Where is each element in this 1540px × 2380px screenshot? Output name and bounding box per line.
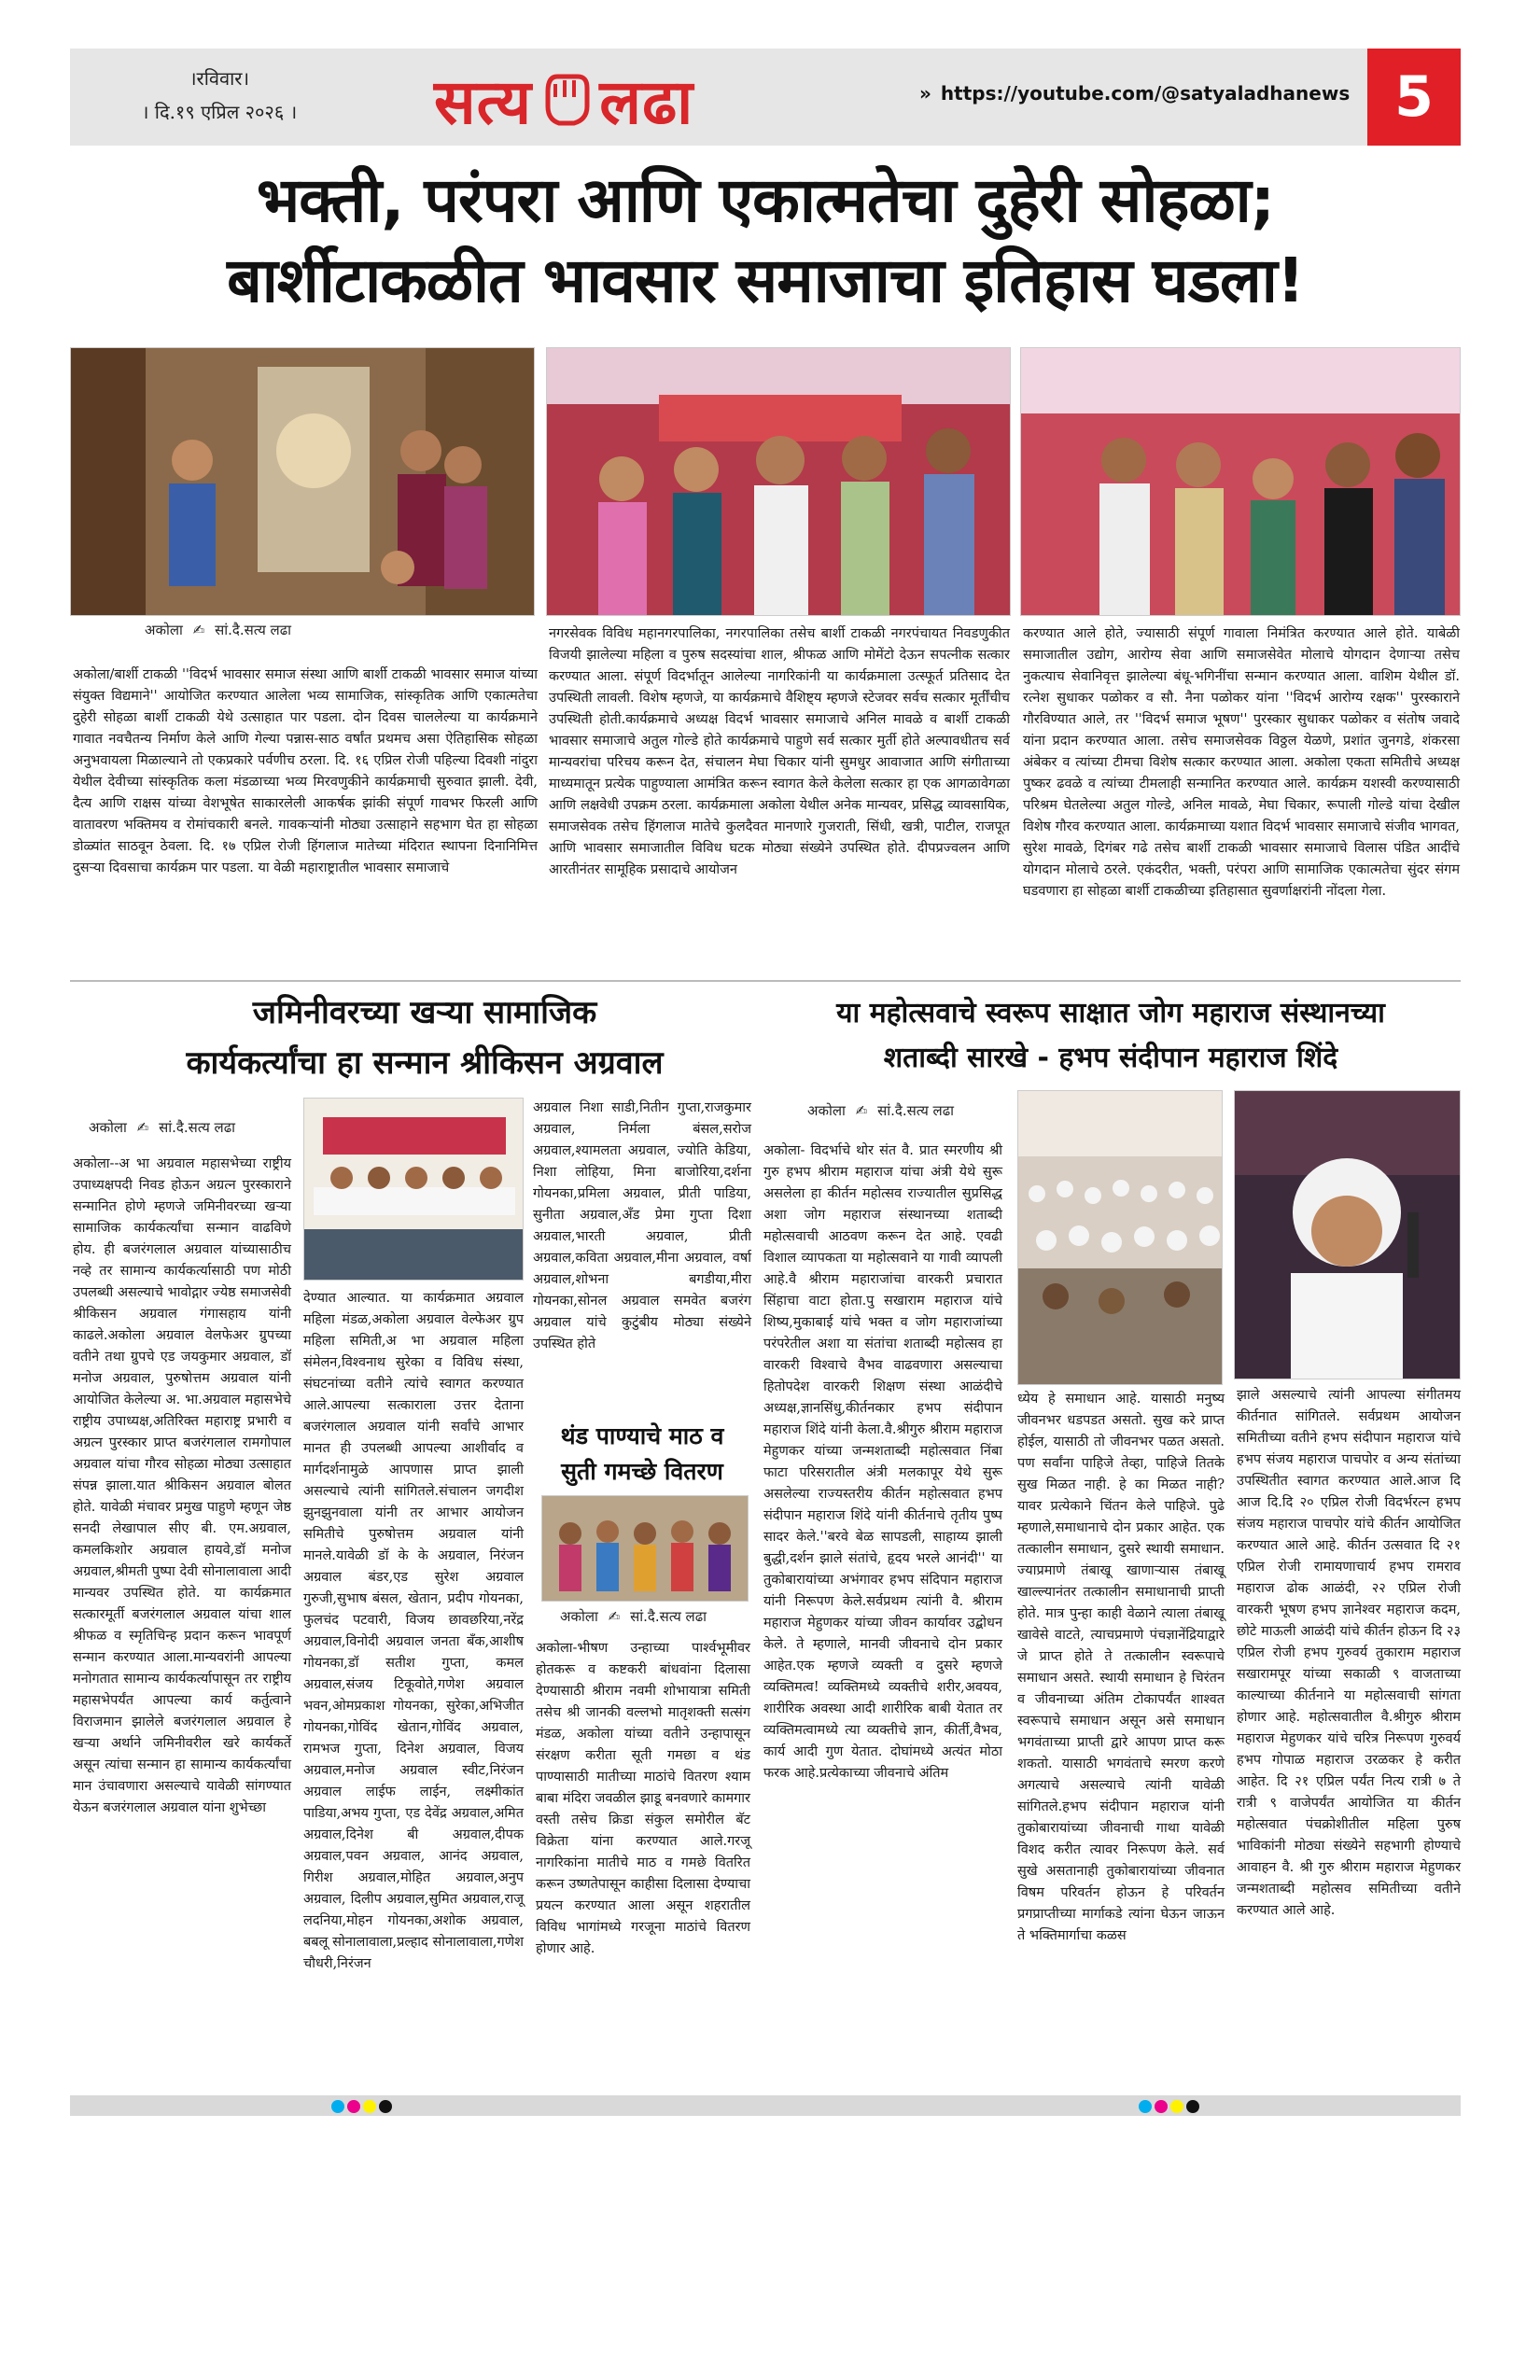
story3-byline — [560, 1607, 707, 1626]
photo-felicitation-stage-2 — [1020, 347, 1461, 616]
newspaper-logo — [434, 58, 770, 136]
photo-felicitation-stage-1 — [546, 347, 1011, 616]
photo-temple-women-image — [71, 348, 535, 616]
story3-body: अकोला-भीषण उन्हाच्या पार्श्वभूमीवर होतकरू व कष्टकरी बांधवांना दिलासा देण्यासाठी श्रीराम नवमी शोभायात्रा समिती तसेच श्री जानकी वल्लभो मातृशक्ती सत्संग मंडळ, अकोला यांच्या वतीने उन्हापासून संरक्षण करीता सूती गमछा व थंड पाण्यासाठी मातीच्या माठांचे वितरण श्याम बाबा मंदिरा जवळील झाडू बनवणारे कामगार वस्ती तसेच क्रिडा संकुल समोरील बॅट विक्रेता यांना करण्यात आले.गरजू नागरिकांना मातीचे माठ व गमछे वितरित करून उष्णतेपासून काहीसा दिलासा देण्याचा प्रयत्न करण्यात आला असून शहरातील विविध भागांमध्ये गरजूना माठांचे वितरण होणार आहे. — [536, 1641, 750, 1956]
story2-headline-line-1: जमिनीवरच्या खऱ्या सामाजिक — [252, 994, 597, 1031]
story2-column-2: देण्यात आल्यात. या कार्यक्रमात अग्रवाल महिला मंडळ,अकोला अग्रवाल वेल्फेअर ग्रुप महिला समिती,अ भा अग्रवाल महिला संमेलन,विश्वनाथ सुरेका व विविध संस्था, संघटनांच्या वतीने त्यांचे स्वागत करण्यात आले.आपल्या सत्काराला उत्तर देताना बजरंगलाल अग्रवाल यांनी सर्वांचे आभार मानत ही उपलब्धी आपल्या आशीर्वाद व मार्गदर्शनामुळे आपणास प्राप्त झाली असल्याचे त्यांनी सांगितले.संचालन जगदीश झुनझुनवाला यांनी तर आभार आयोजन समितीचे पुरुषोत्तम अग्रवाल यांनी मानले.यावेळी डॉ के के अग्रवाल, निरंजन अग्रवाल बंडर,एड सुरेश अग्रवाल गुरुजी,सुभाष बंसल, खेतान, प्रदीप गोयनका, फुलचंद पटवारी, विजय छावछरिया,नरेंद्र अग्रवाल,विनोदी अग्रवाल जनता बँक,आशीष गोयनका,डॉ सतीश गुप्ता, कमल अग्रवाल,संजय टिकूवोते,गणेश अग्रवाल भवन,ओमप्रकाश गोयनका, सुरेका,अभिजीत गोयनका,गोविंद खेतान,गोविंद अग्रवाल, रामभज गुप्ता, दिनेश अग्रवाल, विजय अग्रवाल,मनोज अग्रवाल स्वीट,निरंजन अग्रवाल लाईफ लाईन, लक्ष्मीकांत पाडिया,अभय गुप्ता, एड देवेंद्र अग्रवाल,अमित अग्रवाल,दिनेश बी अग्रवाल,दीपक अग्रवाल,पवन अग्रवाल, आनंद अग्रवाल, गिरीश अग्रवाल,मोहित अग्रवाल,अनुप अग्रवाल, दिलीप अग्रवाल,सुमित अग्रवाल,राजू लदनिया,मोहन गोयनका,अशोक अग्रवाल, बबलू सोनालावाला,प्रल्हाद सोनालावाला,गणेश चौधरी,निरंजन — [303, 1291, 524, 1971]
pen-icon: ✍ — [192, 622, 205, 638]
masthead-day: ।रविवार। — [189, 67, 250, 90]
logo-word-left: सत्य — [434, 65, 533, 138]
double-chevron-icon: » — [919, 82, 931, 105]
story1-byline — [145, 621, 291, 639]
footer-bar — [70, 2095, 1461, 2116]
story1-column-3: करण्यात आले होते, ज्यासाठी संपूर्ण गावाला निमंत्रित करण्यात आले होते. याबेळी समाजातील उद्योग, आरोग्य सेवा आणि समाजसेवेत मोलाचे योगदान देणाऱ्या तसेच नुकत्याच सेवानिवृत्त झालेल्या बंधू-भगिनींचा सन्मान करण्यात आला. वाशिम येथील डॉ. रत्नेश सुधाकर पळोकर व सौ. नैना पळोकर यांना ''विदर्भ आरोग्य रक्षक'' पुरस्काराने गौरविण्यात आले, तर ''विदर्भ समाज भूषण'' पुरस्कार सुधाकर पळोकर व संतोष जवादे यांना प्रदान करण्यात आला. तसेच समाजसेवक विठ्ठल येळणे, प्रशांत जुनगडे, शंकरसा अंबेकर व त्यांच्या टीमचा विशेष सत्कार करण्यात आला. अकोला एकता समितीचे अध्यक्ष पुष्कर ढवळे व त्यांच्या टीमलाही सन्मानित करण्यात आले. कार्यक्रम यशस्वी करण्यासाठी परिश्रम घेतलेल्या अतुल गोल्डे, अनिल मावळे, मेघा चिकार, रूपाली गोल्डे यांचा देखील विशेष गौरव करण्यात आला. कार्यक्रमाच्या यशात विदर्भ भावसार समाजाचे संजीव भागवत, सुरेश मावळे, दिगंबर गढे तसेच बार्शी टाकळी भावसार समाजाचे विलास पंडित आदींचे योगदान मोलाचे ठरले. एकंदरीत, भक्ती, परंपरा आणि सामाजिक एकात्मतेचा सुंदर संगम घडवणारा हा सोहळा बार्शी टाकळीच्या इतिहासात सुवर्णाक्षरांनी नोंदला गेला. — [1023, 626, 1460, 899]
story1-byline-source: सां.दै.सत्य लढा — [215, 622, 292, 638]
story2-column-3: अग्रवाल निशा साडी,नितीन गुप्ता,राजकुमार अग्रवाल, निर्मला बंसल,सरोज अग्रवाल,श्यामलता अग्रवाल, ज्योति केडिया, निशा लोहिया, मिना बाजोरिया,दर्शना गोयनका,प्रमिला अग्रवाल, प्रीती पाडिया, सुनीता अग्रवाल,अँड प्रेमा गुप्ता दिशा अग्रवाल,भारती अग्रवाल, प्रीती अग्रवाल,कविता अग्रवाल,मीना अग्रवाल, वर्षा अग्रवाल,शोभना बगडीया,मीरा गोयनका,सोनल अग्रवाल समवेत बजरंग अग्रवाल यांचे कुटुंबीय मोठ्या संख्येने उपस्थित होते — [533, 1100, 751, 1351]
story1-column-2: नगरसेवक विविध महानगरपालिका, नगरपालिका तसेच बार्शी टाकळी नगरपंचायत निवडणुकीत विजयी झालेल्या महिला व पुरुष सदस्यांचा शाल, श्रीफळ आणि मोमेंटो देऊन सपत्नीक सत्कार करण्यात आला. संपूर्ण विदर्भातून आलेल्या नागरिकांनी या कार्यक्रमाला उत्स्फूर्त प्रतिसाद देत उपस्थिती लावली. विशेष म्हणजे, या कार्यक्रमाचे वैशिष्ट्य म्हणजे स्टेजवर सर्वच सत्कार मूर्तींचीच उपस्थिती होती.कार्यक्रमाचे अध्यक्ष विदर्भ भावसार समाजाचे अनिल मावळे व बार्शी टाकळी भावसार समाजाचे अतुल गोल्डे होते कार्यक्रमाचे पाहुणे सर्व सत्कार मुर्ती होते अल्पावधीतच सर्व मान्यवरांचा परिचय करून देत, संचालन मेघा चिकार यांनी सुमधुर आवाजात आणि संगीताच्या माध्यमातून प्रत्येक पाहुण्याला आमंत्रित करून स्वागत केले केलेला सत्कार हा एक आगळावेगळा आणि लक्षवेधी उपक्रम ठरला. कार्यक्रमाला अकोला येथील अनेक मान्यवर, प्रसिद्ध व्यावसायिक, समाजसेवक तसेच हिंगलाज मातेचे कुलदैवत मानणारे गुजराती, सिंधी, खत्री, पाटील, राजपूत आणि भावसार समाजातील विविध घटक मोठ्या संख्येने उपस्थित होते. दीपप्रज्वलन आणि आरतीनंतर सामूहिक प्रसादाचे आयोजन — [549, 626, 1010, 877]
story4-byline — [807, 1101, 954, 1120]
story1-byline-place: अकोला — [145, 622, 183, 638]
photo-matka-distribution-image — [542, 1496, 749, 1602]
cyan-dot-icon — [331, 2100, 344, 2113]
story3-headline-line-1: थंड पाण्याचे माठ व — [560, 1422, 724, 1449]
photo-kirtan-crowd-image — [1018, 1091, 1223, 1385]
story2-byline — [89, 1118, 235, 1137]
photo-felicitation-stage-2-image — [1021, 348, 1461, 616]
story4-column-1: अकोला- विदर्भाचे थोर संत वै. प्रात स्मरणीय श्री गुरु हभप श्रीराम महाराज यांचा अंत्री येथे सुरू असलेला हा कीर्तन महोत्सव राज्यातील सुप्रसिद्ध अशा जोग महाराज संस्थानच्या शताब्दी महोत्सवाची आठवण करून देत आहे. एवढी विशाल व्यापकता या महोत्सवाने या गावी व्यापली आहे.वै श्रीराम महाराजांचा वारकरी प्रचारात सिंहाचा वाटा होता.पु सखाराम महाराज यांचे शिष्य,मुकाबाई यांचे भक्त व जोग महाराजांच्या परंपरेतील अशा या संतांचा शताब्दी महोत्सव हा वारकरी विश्वाचे वैभव वाढवणारा असल्याचा हितोपदेश वारकरी शिक्षण संस्था आळंदीचे अध्यक्ष,ज्ञानसिंधु,कीर्तनकार हभप संदीपान महाराज शिंदे यांनी केला.वै.श्रीगुरु श्रीराम महाराज मेहुणकर यांच्या जन्मशताब्दी महोत्सवात निंबा फाटा परिसरातील अंत्री मलकापूर येथे सुरू असलेल्या राज्यस्तरीय कीर्तन महोत्सवात हभप संदीपान महाराज शिंदे यांनी कीर्तनाचे तृतीय पुष्प सादर केले.''बरवे बेळ सापडली, साहाय्य झाली बुद्धी,दर्शन झाले संतांचे, हृदय भरले आनंदी'' या तुकोबारायांच्या अभंगावर हभप संदिपान महाराज यांनी निरूपण केले.सर्वप्रथम त्यांनी वै. श्रीराम महाराज मेहुणकर यांच्या जीवन कार्यावर उद्बोधन केले. ते म्हणाले, मानवी जीवनाचे दोन प्रकार आहेत.एक म्हणजे व्यक्ती व दुसरे म्हणजे व्यक्तिमत्व! व्यक्तिमध्ये व्यक्तीचे शरीर,अवयव, शारीरिक अवस्था आदी शारीरिक बाबी येतात तर व्यक्तिमत्वामध्ये त्या व्यक्तीचे ज्ञान, कीर्ती,वैभव, कार्य आदी गुण येतात. दोघांमध्ये अत्यंत मोठा फरक आहे.प्रत्येकाच्या जीवनाचे अंतिम — [763, 1143, 1002, 1781]
photo-sandipan-maharaj-image — [1235, 1091, 1461, 1379]
photo-agrawal-stage-image — [304, 1099, 524, 1281]
black-dot-icon — [1186, 2100, 1199, 2113]
story3-byline-source: सां.दै.सत्य लढा — [630, 1608, 707, 1625]
youtube-link[interactable] — [919, 82, 1350, 105]
masthead-date: । दि.१९ एप्रिल २०२६ । — [141, 101, 298, 123]
photo-sandipan-maharaj — [1234, 1090, 1461, 1379]
main-headline — [70, 161, 1461, 321]
story4-headline-line-1: या महोत्सवाचे स्वरूप साक्षात जोग महाराज संस्थानच्या — [836, 997, 1385, 1029]
story3-headline-line-2: सुती गमच्छे वितरण — [561, 1458, 723, 1485]
story2-byline-source: सां.दै.सत्य लढा — [159, 1119, 236, 1136]
story1-column-1: अकोला/बार्शी टाकळी ''विदर्भ भावसार समाज संस्था आणि बार्शी टाकळी भावसार समाज यांच्या संयुक्त विद्यमाने'' आयोजित करण्यात आलेला भव्य सामाजिक, सांस्कृतिक आणि एकात्मतेचा दुहेरी सोहळा बार्शी टाकळी येथे उत्साहात पार पडला. दोन दिवस चाललेल्या या कार्यक्रमाने गावात नवचैतन्य निर्माण केले आणि गेल्या पन्नास-साठ वर्षांत प्रथमच असा ऐतिहासिक सोहळा अनुभवायला मिळाल्याने तो एकप्रकारे पर्वणीच ठरला. दि. १६ एप्रिल रोजी पहिल्या दिवशी नांदुरा येथील देवीच्या सांस्कृतिक कला मंडळाच्या भव्य मिरवणुकीने कार्यक्रमाची सुरुवात झाली. देवी, दैत्य आणि राक्षस यांच्या वेशभूषेत साकारलेली आकर्षक झांकी संपूर्ण गावभर फिरली आणि वातावरण भक्तिमय व रोमांचकारी बनले. गावकऱ्यांनी मोठ्या उत्साहाने सहभाग घेत हा सोहळा डोळ्यांत साठवून ठेवला. दि. १७ एप्रिल रोजी हिंगलाज मातेच्या मंदिरात स्थापना दिनानिमित्त दुसऱ्या दिवसाचा कार्यक्रम पार पडला. या वेळी महाराष्ट्रातील भावसार समाजाचे — [73, 667, 538, 875]
pen-icon: ✍ — [136, 1119, 149, 1136]
headline-line-1: भक्ती, परंपरा आणि एकात्मतेचा दुहेरी सोहळा; — [256, 164, 1275, 236]
story2-byline-place: अकोला — [89, 1119, 127, 1136]
story4-column-3: झाले असल्याचे त्यांनी आपल्या संगीतमय कीर्तनात सांगितले. सर्वप्रथम आयोजन समितीच्या वतीने हभप संदीपान महाराज यांचे हभप संजय महाराज पाचपोर व अन्य संतांच्या उपस्थितीत स्वागत करण्यात आले.आज दि आज दि.दि २० एप्रिल रोजी विदर्भरत्न हभप संजय महाराज पाचपोर यांचे कीर्तन आयोजित करण्यात आले आहे. कीर्तन उत्सवात दि २१ एप्रिल रोजी रामायणाचार्य हभप रामराव महाराज ढोक आळंदी, २२ एप्रिल रोजी वारकरी भूषण हभप ज्ञानेश्वर महाराज कदम, छोटे माऊली आळंदी यांचे कीर्तन होऊन दि २३ एप्रिल रोजी हभप गुरुवर्य तुकाराम महाराज सखारामपूर यांच्या सकाळी ९ वाजताच्या काल्याच्या कीर्तनाने या महोत्सवाची सांगता होणार आहे. महोत्सवातील वै.श्रीगुरु श्रीराम महाराज मेहुणकर यांचे चरित्र निरूपण गुरुवर्य हभप गोपाळ महाराज उरळकर हे करीत आहेत. दि २१ एप्रिल पर्यंत नित्य रात्री ७ ते रात्री ९ वाजेपर्यंत आयोजित या कीर्तन महोत्सवात पंचक्रोशीतील महिला पुरुष भाविकांनी मोठ्या संख्येने सहभागी होण्याचे आवाहन वै. श्री गुरु श्रीराम महाराज मेहुणकर जन्मशताब्दी महोत्सव समितीच्या वतीने करण्यात आले आहे. — [1237, 1388, 1461, 1918]
registration-dots-left — [331, 2099, 395, 2117]
headline-line-2: बार्शीटाकळीत भावसार समाजाचा इतिहास घडला! — [227, 245, 1304, 316]
logo-word-right: लढा — [599, 65, 694, 138]
story4-headline — [761, 991, 1461, 1081]
pen-icon: ✍ — [855, 1102, 868, 1119]
magenta-dot-icon — [347, 2100, 360, 2113]
story4-byline-source: सां.दै.सत्य लढा — [877, 1102, 955, 1119]
story4-column-2: ध्येय हे समाधान आहे. यासाठी मनुष्य जीवनभर धडपडत असतो. सुख करे प्राप्त होईल, यासाठी तो जीवनभर पळत असतो. पण सर्वांना पाहिजे तेव्हा, पाहिजे तितके सुख मिळत नाही. हे का मिळत नाही? यावर प्रत्येकाने चिंतन केले पाहिजे. पुढे म्हणाले,समाधानाचे दोन प्रकार आहेत. एक तत्कालीन समाधान, दुसरे स्थायी समाधान. ज्याप्रमाणे तंबाखू खाणाऱ्यास तंबाखू खाल्ल्यानंतर तत्कालीन समाधानाची प्राप्ती होते. मात्र पुन्हा काही वेळाने त्याला तंबाखू खावेसे वाटते, त्याचप्रमाणे पंचज्ञानेंद्रियाद्वारे जे प्राप्त होते ते तत्कालीन स्वरूपाचे समाधान असते. स्थायी समाधान हे चिरंतन व जीवनाच्या अंतिम टोकापर्यंत शाश्वत स्वरूपाचे समाधान असून असे समाधान भगवंताच्या प्राप्ती द्वारे आपण प्राप्त करू शकतो. यासाठी भगवंताचे स्मरण करणे अगत्याचे असल्याचे त्यांनी यावेळी सांगितले.हभप संदीपान महाराज यांनी तुकोबारायांच्या जीवनाची गाथा यावेळी विशद करीत त्यावर निरूपण केले. सर्व सुखे असतानाही तुकोबारायांच्या जीवनात विषम परिवर्तन होऊन हे परिवर्तन प्रगप्राप्तीच्या मार्गाकडे त्यांना घेऊन जाऊन ते भक्तिमार्गाचा कळस — [1017, 1392, 1225, 1943]
registration-dots-right — [1139, 2099, 1202, 2117]
story2-headline-line-2: कार्यकर्त्यांचा हा सन्मान श्रीकिसन अग्रवाल — [186, 1044, 664, 1082]
photo-agrawal-stage — [303, 1098, 524, 1281]
fist-logo-icon — [537, 65, 595, 131]
story2-column-1: अकोला--अ भा अग्रवाल महासभेच्या राष्ट्रीय उपाध्यक्षपदी निवड होऊन अग्रत्न पुरस्काराने सन्मानित होणे म्हणजे जमिनीवरच्या खऱ्या सामाजिक कार्यकर्त्यांचा सन्मान वाढविणे होय. ही बजरंगलाल अग्रवाल यांच्यासाठीच नव्हे तर सामान्य कार्यकर्त्यासाठी पण मोठी उपलब्धी असल्याचे भावोद्गार ज्येष्ठ समाजसेवी श्रीकिसन अग्रवाल गंगासहाय यांनी काढले.अकोला अग्रवाल वेलफेअर ग्रुपच्या वतीने तथा ग्रुपचे एड जयकुमार अग्रवाल, डॉ मनोज अग्रवाल, पुरुषोत्तम अग्रवाल यांनी आयोजित केलेल्या अ. भा.अग्रवाल महासभेचे राष्ट्रीय उपाध्यक्ष,अतिरिक्त महाराष्ट्र प्रभारी व अग्रत्न पुरस्कार प्राप्त बजरंगलाल रामगोपाल अग्रवाल यांचा गौरव सोहळा मोठ्या उत्साहात संपन्न झाला.यात श्रीकिसन अग्रवाल बोलत होते. यावेळी मंचावर प्रमुख पाहुणे म्हणून जेष्ठ सनदी लेखापाल सीए बी. एम.अग्रवाल, कमलकिशोर अग्रवाल हायवे,डॉ मनोज अग्रवाल,श्रीमती पुष्पा देवी सोनालावाला आदी मान्यवर उपस्थित होते. या कार्यक्रमात सत्कारमूर्ती बजरंगलाल अग्रवाल यांचा शाल श्रीफळ व स्मृतिचिन्ह प्रदान करून भावपूर्ण सन्मान करण्यात आला.मान्यवरांनी आपल्या मनोगतात सामान्य कार्यकर्त्यापासून तर राष्ट्रीय महासभेपर्यंत आपल्या कार्य कर्तुत्वाने विराजमान झालेले बजरंगलाल अग्रवाल हे खऱ्या अर्थाने जमिनीवरील खरे कार्यकर्ते असून त्यांचा सन्मान हा सामान्य कार्यकर्त्यांचा मान उंचावणारा असल्याचे यावेळी सांगण्यात येऊन बजरंगलाल अग्रवाल यांना शुभेच्छा — [73, 1156, 291, 1815]
page-number: 5 — [1367, 49, 1461, 146]
section-divider — [70, 980, 1461, 982]
story3-byline-place: अकोला — [560, 1608, 598, 1625]
photo-felicitation-stage-1-image — [547, 348, 1011, 616]
photo-kirtan-crowd — [1017, 1090, 1223, 1385]
story2-headline — [70, 987, 779, 1088]
cyan-dot-icon — [1139, 2100, 1152, 2113]
story4-byline-place: अकोला — [807, 1102, 846, 1119]
masthead-date-block — [103, 62, 336, 129]
pen-icon: ✍ — [608, 1608, 621, 1625]
story4-headline-line-2: शताब्दी सारखे - हभप संदीपान महाराज शिंदे — [883, 1042, 1338, 1074]
yellow-dot-icon — [1170, 2100, 1183, 2113]
black-dot-icon — [379, 2100, 392, 2113]
magenta-dot-icon — [1155, 2100, 1168, 2113]
youtube-url: https://youtube.com/@satyaladhanews — [940, 82, 1351, 105]
photo-temple-women — [70, 347, 535, 616]
photo-matka-distribution — [541, 1495, 749, 1602]
story3-headline — [533, 1419, 751, 1490]
yellow-dot-icon — [363, 2100, 376, 2113]
